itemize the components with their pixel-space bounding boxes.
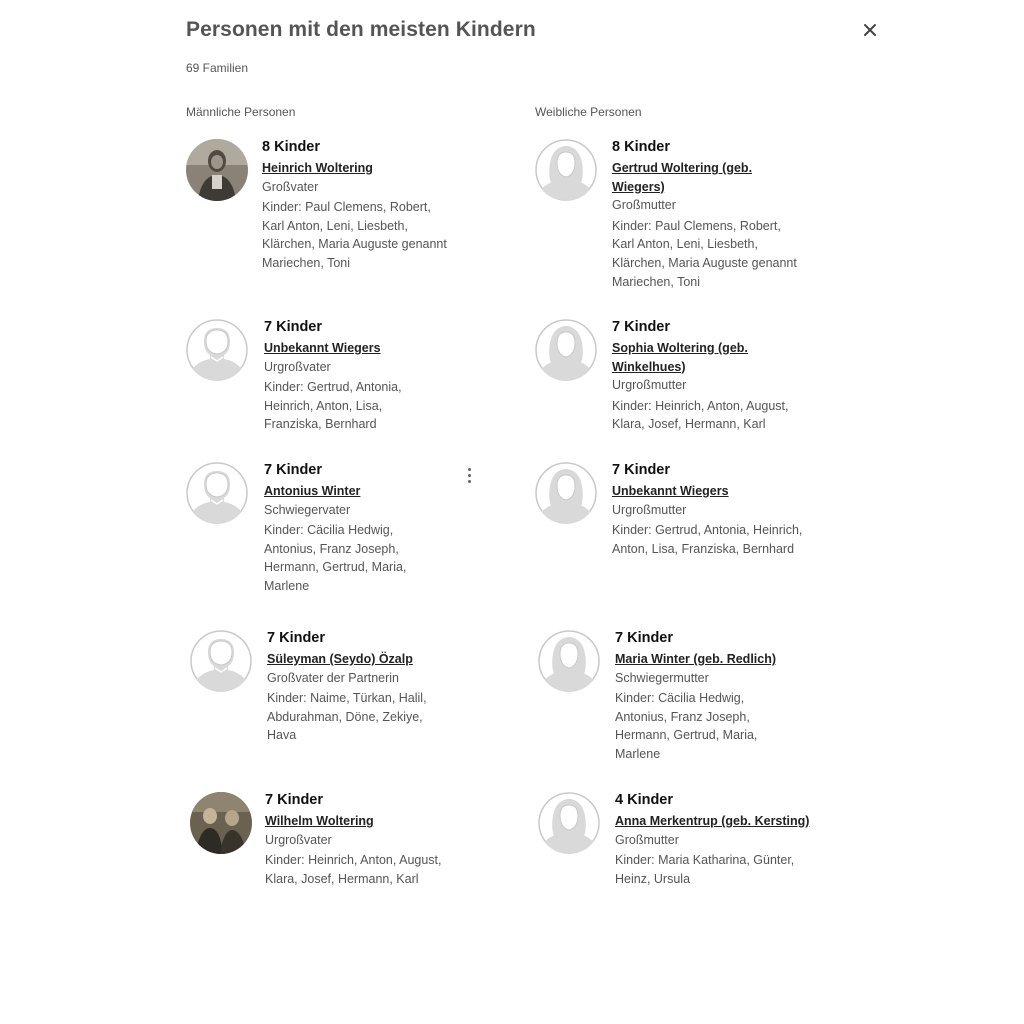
person-name-link[interactable]: Anna Merkentrup (geb. Kersting) xyxy=(615,814,810,828)
avatar[interactable] xyxy=(186,139,248,201)
relationship: Urgroßmutter xyxy=(612,502,687,517)
relationship: Großmutter xyxy=(612,198,676,212)
female-placeholder-icon xyxy=(535,139,597,201)
relationship: Urgroßvater xyxy=(264,359,331,374)
avatar[interactable] xyxy=(535,319,597,381)
avatar[interactable] xyxy=(535,139,597,201)
relationship: Schwiegermutter xyxy=(615,670,709,685)
avatar[interactable] xyxy=(535,462,597,524)
close-button[interactable] xyxy=(858,18,882,42)
avatar[interactable] xyxy=(538,792,600,854)
person-name-link[interactable]: Maria Winter (geb. Redlich) xyxy=(615,652,777,666)
children-count: 7 Kinder xyxy=(264,319,323,335)
children-list: Kinder: Heinrich, Anton, August, Klara, Josef, Hermann, Karl xyxy=(265,853,442,886)
avatar[interactable] xyxy=(190,792,252,854)
male-placeholder-icon xyxy=(190,630,252,692)
more-options-icon xyxy=(468,480,471,483)
children-count: 8 Kinder xyxy=(262,139,321,155)
person-name-link[interactable]: Süleyman (Seydo) Özalp xyxy=(267,652,413,666)
children-list: Kinder: Cäcilia Hedwig, Antonius, Franz Joseph, Hermann, Gertrud, Maria, Marlene xyxy=(264,523,407,594)
children-count: 7 Kinder xyxy=(267,630,326,646)
person-name-link[interactable]: Sophia Woltering (geb. Winkelhues) xyxy=(612,341,748,374)
children-list: Kinder: Maria Katharina, Günter, Heinz, Ursula xyxy=(615,853,795,886)
children-list: Kinder: Gertrud, Antonia, Heinrich, Anton, Lisa, Franziska, Bernhard xyxy=(264,380,402,432)
person-name-link[interactable]: Wilhelm Woltering xyxy=(265,814,374,828)
relationship: Schwiegervater xyxy=(264,502,351,517)
male-placeholder-icon xyxy=(186,462,248,524)
person-name-link[interactable]: Antonius Winter xyxy=(264,484,361,498)
avatar[interactable] xyxy=(186,462,248,524)
person-name-link[interactable]: Gertrud Woltering (geb. Wiegers) xyxy=(612,161,753,194)
male-column-heading: Männliche Personen xyxy=(186,105,296,119)
relationship: Großvater xyxy=(262,179,319,194)
female-column-heading: Weibliche Personen xyxy=(535,105,642,119)
person-name-link[interactable]: Unbekannt Wiegers xyxy=(612,484,729,498)
children-list: Kinder: Naime, Türkan, Halil, Abdurahman, Döne, Zekiye, Hava xyxy=(267,691,427,743)
relationship: Großmutter xyxy=(615,832,679,847)
children-list: Kinder: Paul Clemens, Robert, Karl Anton, Leni, Liesbeth, Klärchen, Maria Auguste genannt Mariechen, Toni xyxy=(612,218,797,289)
family-count: 69 Familien xyxy=(186,61,249,75)
children-count: 7 Kinder xyxy=(612,319,671,335)
more-options-button[interactable] xyxy=(462,464,476,486)
relationship: Urgroßmutter xyxy=(612,378,687,392)
children-count: 7 Kinder xyxy=(612,462,671,478)
female-placeholder-icon xyxy=(538,630,600,692)
avatar[interactable] xyxy=(190,630,252,692)
close-icon xyxy=(863,23,877,37)
children-list: Kinder: Cäcilia Hedwig, Antonius, Franz Joseph, Hermann, Gertrud, Maria, Marlene xyxy=(615,691,758,762)
children-list: Kinder: Heinrich, Anton, August, Klara, Josef, Hermann, Karl xyxy=(612,398,789,432)
more-options-icon xyxy=(468,468,471,471)
children-count: 4 Kinder xyxy=(615,792,674,808)
female-placeholder-icon xyxy=(538,792,600,854)
person-name-link[interactable]: Unbekannt Wiegers xyxy=(264,341,381,355)
person-name-link[interactable]: Heinrich Woltering xyxy=(262,161,373,175)
relationship: Urgroßvater xyxy=(265,832,332,847)
more-options-icon xyxy=(468,474,471,477)
children-list: Kinder: Gertrud, Antonia, Heinrich, Anton, Lisa, Franziska, Bernhard xyxy=(612,523,803,556)
children-count: 7 Kinder xyxy=(264,462,323,478)
avatar[interactable] xyxy=(186,319,248,381)
avatar[interactable] xyxy=(538,630,600,692)
female-placeholder-icon xyxy=(535,462,597,524)
children-list: Kinder: Paul Clemens, Robert, Karl Anton, Leni, Liesbeth, Klärchen, Maria Auguste genannt Mariechen, Toni xyxy=(262,200,447,271)
children-count: 8 Kinder xyxy=(612,139,671,155)
female-placeholder-icon xyxy=(535,319,597,381)
male-placeholder-icon xyxy=(186,319,248,381)
children-count: 7 Kinder xyxy=(615,630,674,646)
dialog-title: Personen mit den meisten Kindern xyxy=(186,18,536,41)
relationship: Großvater der Partnerin xyxy=(267,670,399,685)
children-count: 7 Kinder xyxy=(265,792,324,808)
